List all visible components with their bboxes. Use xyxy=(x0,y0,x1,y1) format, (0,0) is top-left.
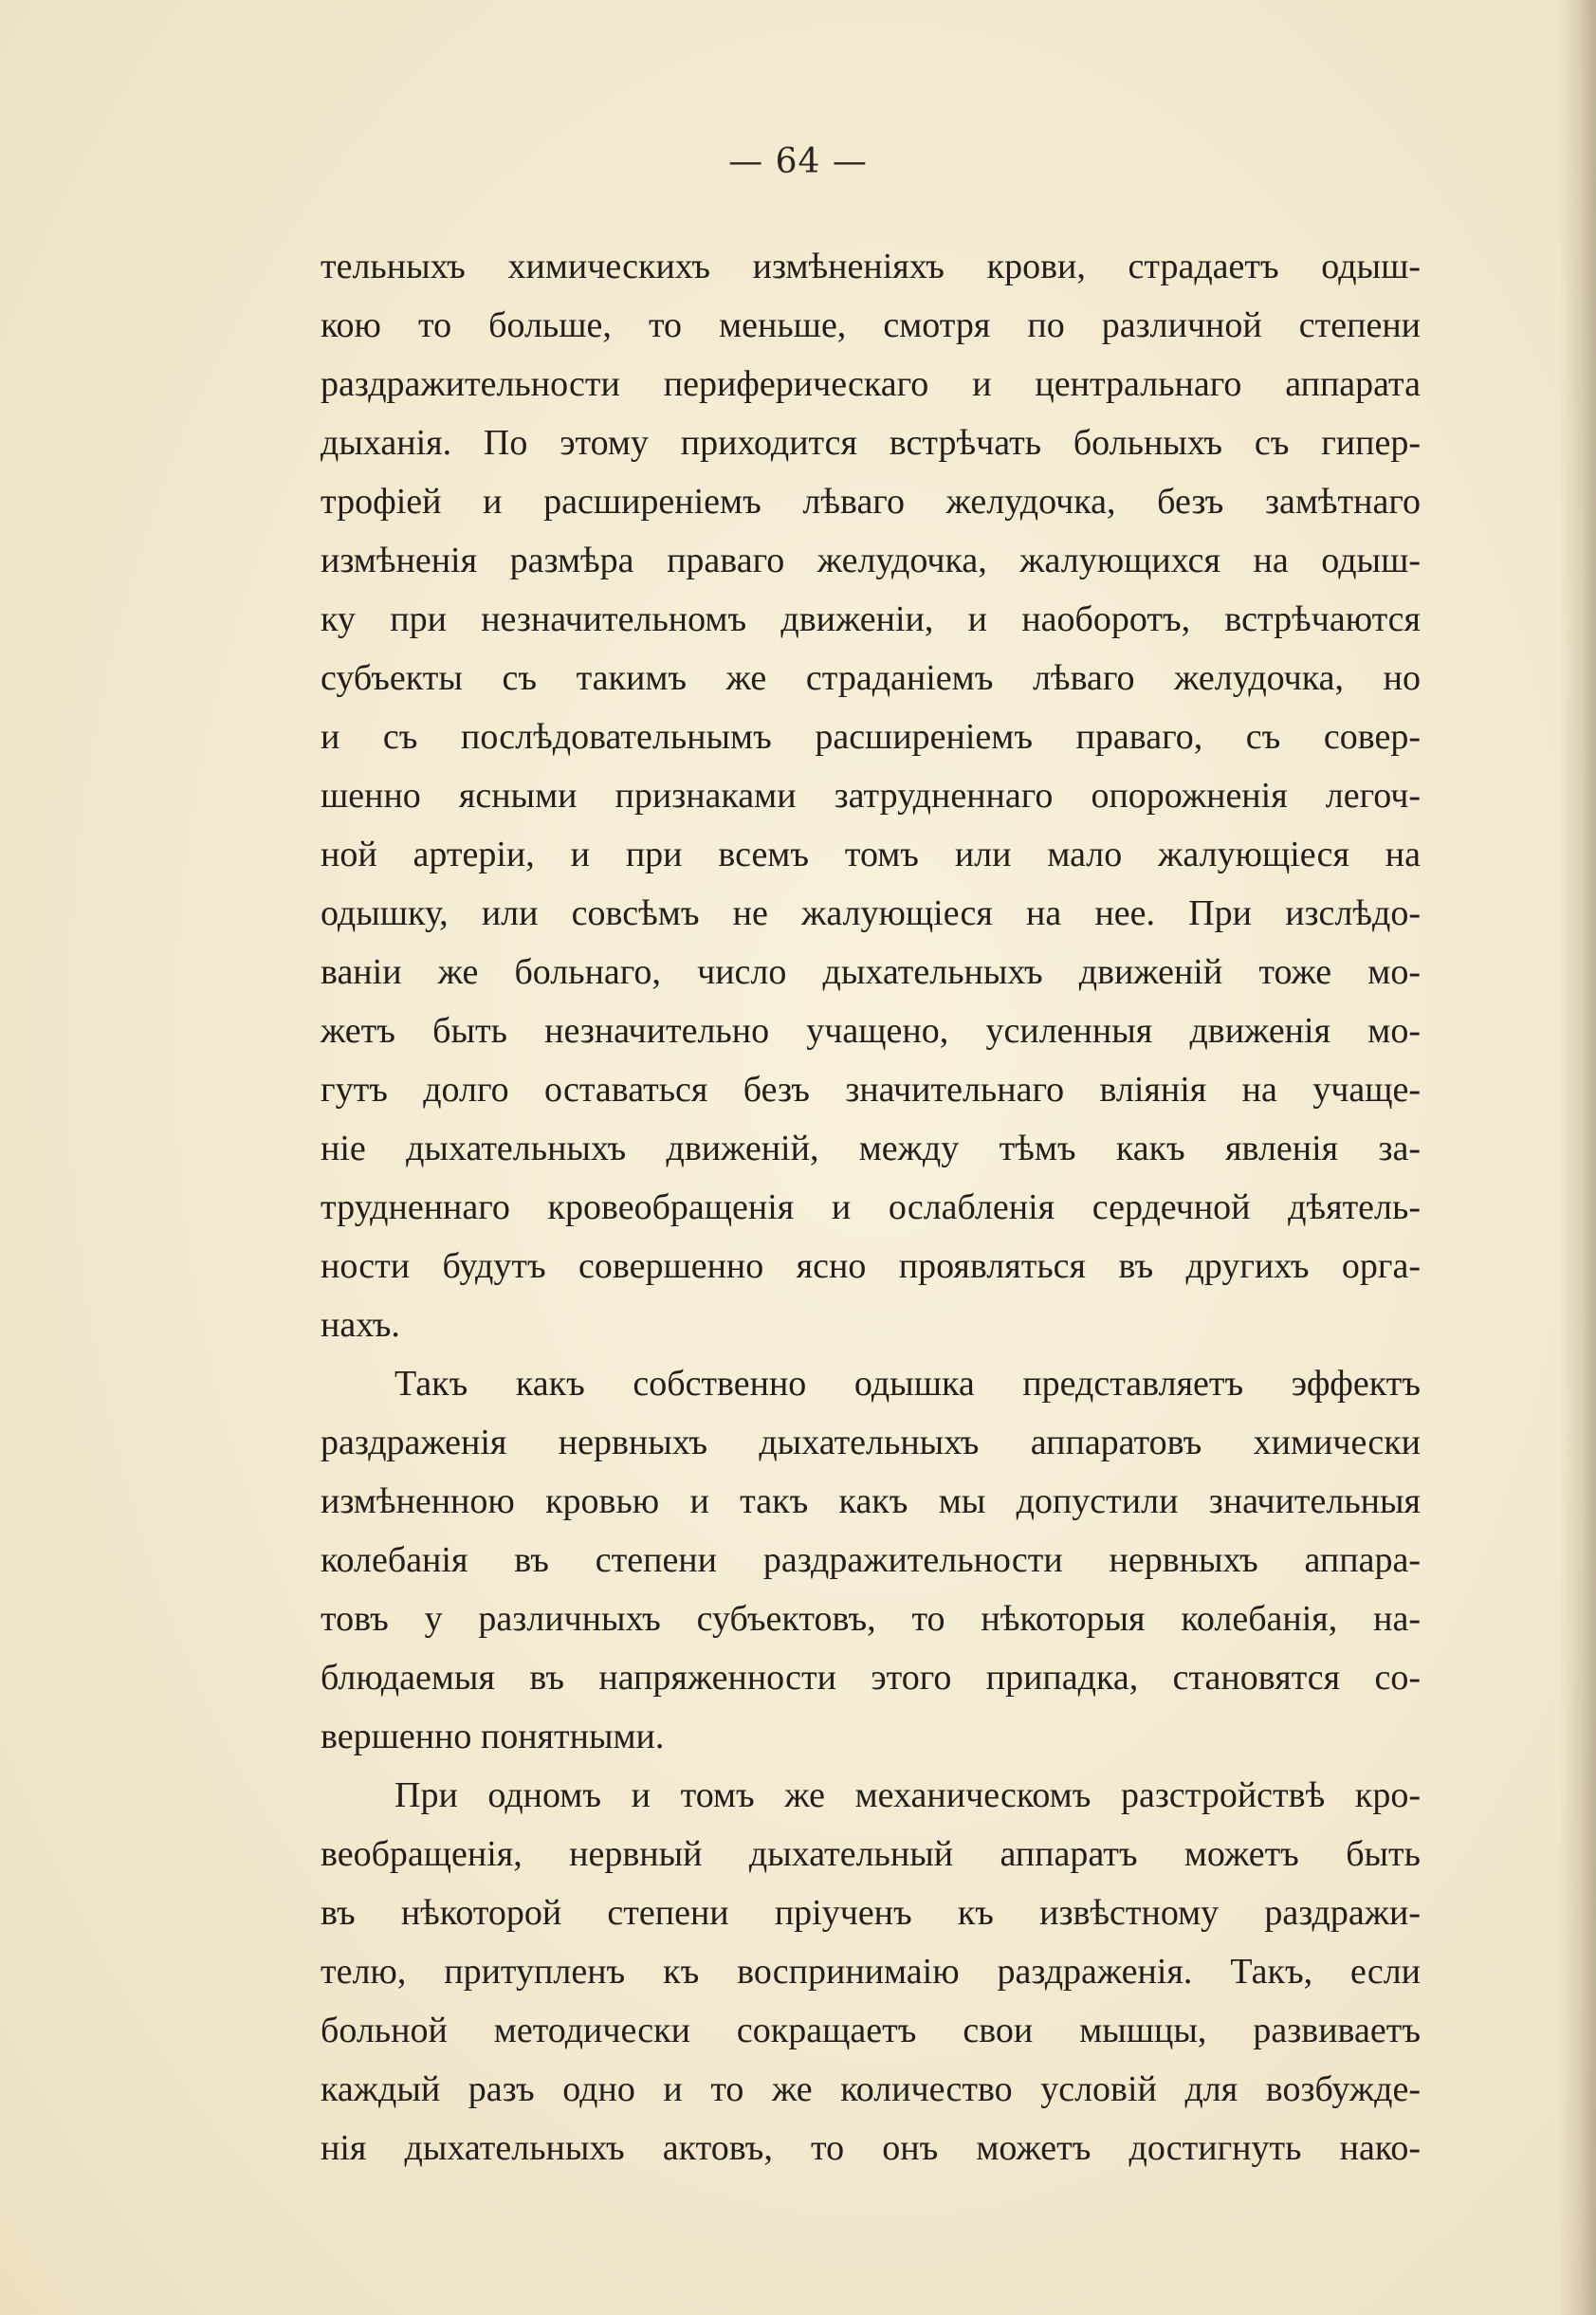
text-line: нахъ. xyxy=(321,1305,400,1345)
text-line: блюдаемыя въ напряженности этого припадка, становятся со- xyxy=(321,1658,1421,1698)
text-line: тельныхъ химическихъ измѣненіяхъ крови, страдаетъ одыш- xyxy=(321,247,1421,286)
paragraph-2 xyxy=(321,1354,1421,1766)
text-line: колебанія въ степени раздражительности нервныхъ аппара- xyxy=(321,1540,1421,1580)
text-line: телю, притупленъ къ воспринимаію раздраженія. Такъ, если xyxy=(321,1952,1421,1992)
text-line: вершенно понятными. xyxy=(321,1717,665,1756)
text-line: При одномъ и томъ же механическомъ разстройствѣ кро- xyxy=(394,1775,1421,1815)
text-line: субъекты съ такимъ же страданіемъ лѣваго желудочка, но xyxy=(321,658,1421,698)
text-line: ности будутъ совершенно ясно проявляться въ другихъ орга- xyxy=(321,1246,1421,1286)
text-line: измѣненною кровью и такъ какъ мы допустили значительныя xyxy=(321,1481,1421,1521)
text-line: раздражительности периферическаго и центральнаго аппарата xyxy=(321,364,1421,404)
text-line: жетъ быть незначительно учащено, усиленныя движенія мо- xyxy=(321,1011,1421,1051)
text-line: въ нѣкоторой степени пріученъ къ извѣстному раздражи- xyxy=(321,1893,1421,1933)
text-line: ной артеріи, и при всемъ томъ или мало жалующіеся на xyxy=(321,835,1421,874)
paragraph-3 xyxy=(321,1766,1421,2177)
text-line: раздраженія нервныхъ дыхательныхъ аппаратовъ химически xyxy=(321,1423,1421,1462)
text-line: одышку, или совсѣмъ не жалующіеся на нее. При изслѣдо- xyxy=(321,893,1421,933)
text-line: нія дыхательныхъ актовъ, то онъ можетъ достигнуть нако- xyxy=(321,2128,1421,2168)
page-number: — 64 — xyxy=(728,142,868,181)
text-line: и съ послѣдовательнымъ расширеніемъ праваго, съ совер- xyxy=(321,717,1421,757)
text-line: гутъ долго оставаться безъ значительнаго вліянія на учаще- xyxy=(321,1070,1421,1110)
text-line: Такъ какъ собственно одышка представляетъ эффектъ xyxy=(394,1364,1421,1404)
text-line: трудненнаго кровеобращенія и ослабленія сердечной дѣятель- xyxy=(321,1187,1421,1227)
text-line: кою то больше, то меньше, смотря по различной степени xyxy=(321,305,1421,345)
text-line: ваніи же больнаго, число дыхательныхъ движеній тоже мо- xyxy=(321,952,1421,992)
body-text xyxy=(321,237,1421,2177)
text-line: ку при незначительномъ движеніи, и наоборотъ, встрѣчаются xyxy=(321,599,1421,639)
paragraph-1 xyxy=(321,237,1421,1354)
text-line: ніе дыхательныхъ движеній, между тѣмъ какъ явленія за- xyxy=(321,1129,1421,1168)
text-line: каждый разъ одно и то же количество условій для возбужде- xyxy=(321,2069,1421,2109)
text-line: измѣненія размѣра праваго желудочка, жалующихся на одыш- xyxy=(321,541,1421,580)
text-line: шенно ясными признаками затрудненнаго опорожненія легоч- xyxy=(321,776,1421,816)
text-line: больной методически сокращаетъ свои мышцы, развиваетъ xyxy=(321,2011,1421,2050)
text-line: трофіей и расширеніемъ лѣваго желудочка, безъ замѣтнаго xyxy=(321,482,1421,522)
text-line: дыханія. По этому приходится встрѣчать больныхъ съ гипер- xyxy=(321,423,1421,463)
page-edge-shadow xyxy=(1558,0,1596,2315)
text-line: товъ у различныхъ субъектовъ, то нѣкоторыя колебанія, на- xyxy=(321,1599,1421,1639)
text-line: веобращенія, нервный дыхательный аппаратъ можетъ быть xyxy=(321,1834,1421,1874)
